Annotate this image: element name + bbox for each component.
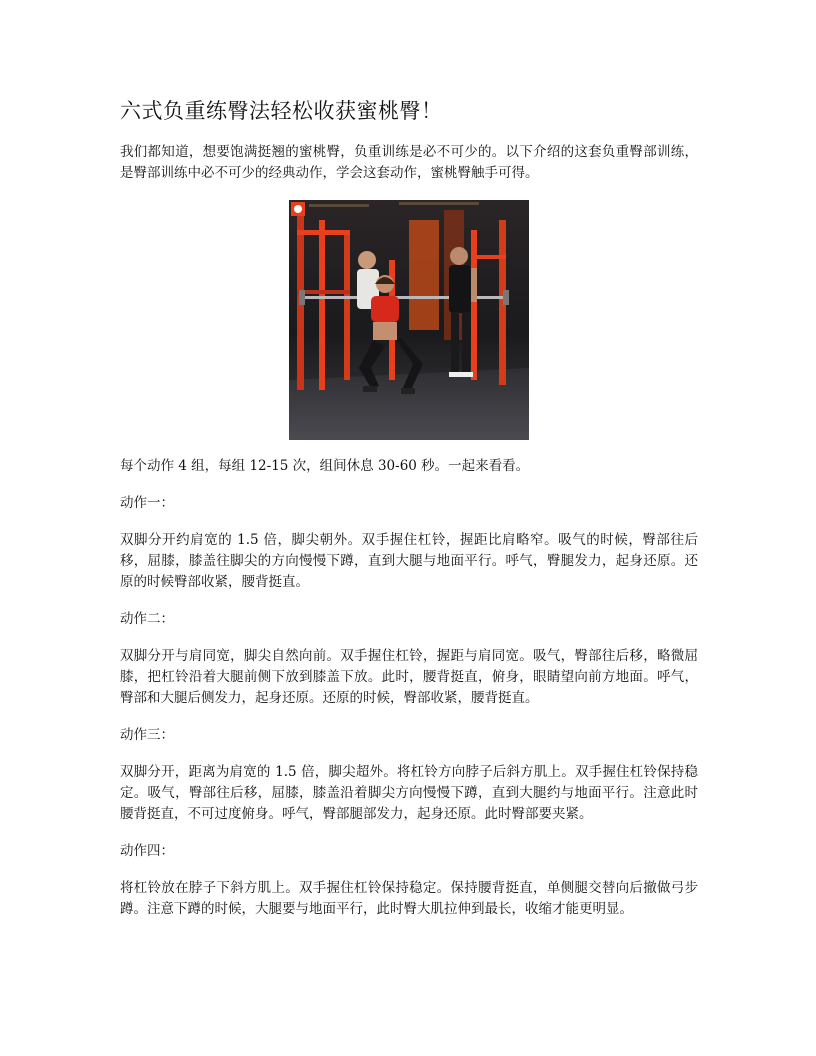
intro-paragraph: 我们都知道，想要饱满挺翘的蜜桃臀，负重训练是必不可少的。以下介绍的这套负重臀部训练，是臀部训练中必不可少的经典动作，学会这套动作，蜜桃臀触手可得。 [120, 144, 698, 181]
move-2-heading: 动作二： [120, 611, 174, 627]
article [120, 96, 698, 936]
move-4-text: 将杠铃放在脖子下斜方肌上。双手握住杠铃保持稳定。保持腰背挺直，单侧腿交替向后撤做弓步蹲。注意下蹲的时候，大腿要与地面平行，此时臀大肌拉伸到最长，收缩才能更明显。 [120, 880, 698, 917]
move-4-heading: 动作四： [120, 843, 174, 859]
sets-note: 每个动作 4 组，每组 12-15 次，组间休息 30-60 秒。一起来看看。 [120, 458, 530, 474]
move-2-text: 双脚分开与肩同宽，脚尖自然向前。双手握住杠铃，握距与肩同宽。吸气，臀部往后移，略微屈膝，把杠铃沿着大腿前侧下放到膝盖下放。此时，腰背挺直，俯身，眼睛望向前方地面。呼气，臀部和大腿后侧发力，起身还原。还原的时候，臀部收紧，腰背挺直。 [120, 648, 698, 706]
move-3-text: 双脚分开，距离为肩宽的 1.5 倍，脚尖超外。将杠铃方向脖子后斜方肌上。双手握住杠铃保持稳定。吸气，臀部往后移，屈膝，膝盖沿着脚尖方向慢慢下蹲，直到大腿约与地面平行。注意此时腰背挺直，不可过度俯身。呼气，臀部腿部发力，起身还原。此时臀部要夹紧。 [120, 764, 698, 822]
move-1-text: 双脚分开约肩宽的 1.5 倍，脚尖朝外。双手握住杠铃，握距比肩略窄。吸气的时候，臀部往后移，屈膝，膝盖往脚尖的方向慢慢下蹲，直到大腿与地面平行。呼气，臀腿发力，起身还原。还原的时候臀部收紧，腰背挺直。 [120, 532, 698, 590]
article-title: 六式负重练臀法轻松收获蜜桃臀！ [120, 99, 443, 123]
gym-squat-rack-photo [289, 200, 529, 440]
move-1-heading: 动作一： [120, 495, 174, 511]
move-3-heading: 动作三： [120, 727, 174, 743]
